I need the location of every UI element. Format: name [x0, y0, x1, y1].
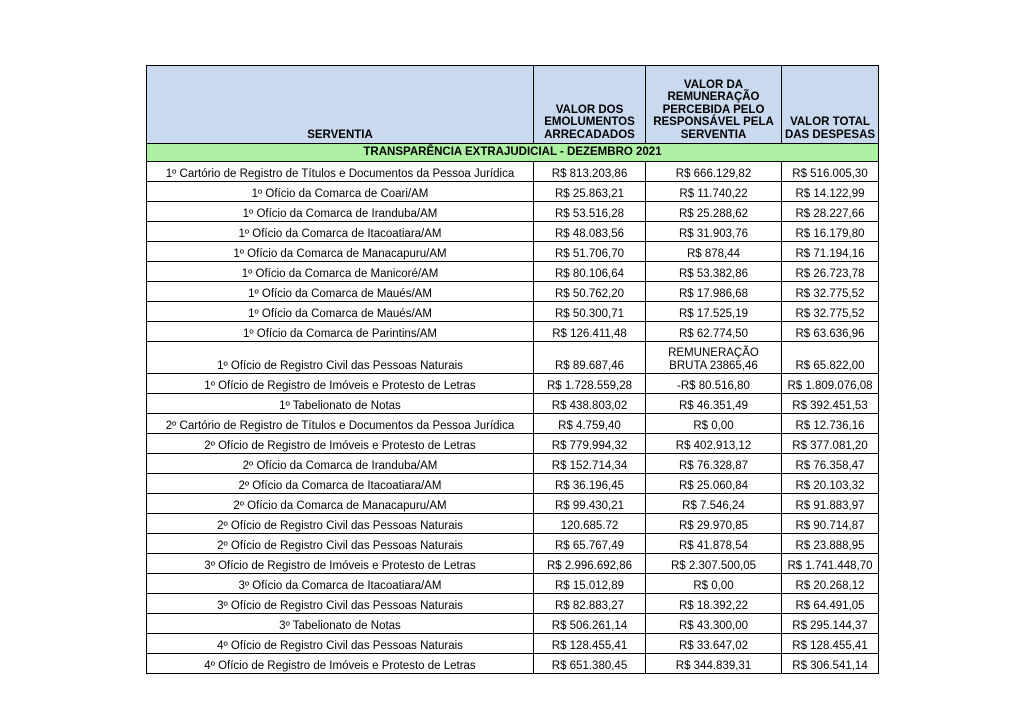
transparency-table — [146, 65, 879, 674]
cell-remuneracao: R$ 402.913,12 — [646, 434, 782, 454]
cell-despesas: R$ 76.358,47 — [782, 454, 879, 474]
header-despesas: VALOR TOTAL DAS DESPESAS — [782, 66, 879, 144]
table-row — [147, 322, 879, 342]
table-row — [147, 242, 879, 262]
cell-remuneracao: R$ 31.903,76 — [646, 222, 782, 242]
cell-emolumentos: R$ 651.380,45 — [534, 654, 646, 674]
table-row — [147, 654, 879, 674]
table-row — [147, 494, 879, 514]
cell-serventia: 1º Ofício da Comarca de Parintins/AM — [147, 322, 534, 342]
cell-emolumentos: R$ 65.767,49 — [534, 534, 646, 554]
cell-emolumentos: R$ 126.411,48 — [534, 322, 646, 342]
cell-serventia: 1º Cartório de Registro de Títulos e Documentos da Pessoa Jurídica — [147, 162, 534, 182]
table-row — [147, 634, 879, 654]
cell-remuneracao: R$ 0,00 — [646, 574, 782, 594]
cell-despesas: R$ 516.005,30 — [782, 162, 879, 182]
cell-serventia: 2º Ofício de Registro Civil das Pessoas Naturais — [147, 534, 534, 554]
cell-serventia: 2º Ofício da Comarca de Manacapuru/AM — [147, 494, 534, 514]
table-row — [147, 574, 879, 594]
cell-remuneracao: R$ 43.300,00 — [646, 614, 782, 634]
cell-emolumentos: R$ 152.714,34 — [534, 454, 646, 474]
cell-despesas: R$ 1.741.448,70 — [782, 554, 879, 574]
table-row — [147, 534, 879, 554]
cell-despesas: R$ 12.736,16 — [782, 414, 879, 434]
cell-emolumentos: R$ 1.728.559,28 — [534, 374, 646, 394]
cell-emolumentos: R$ 50.762,20 — [534, 282, 646, 302]
header-emolumentos: VALOR DOS EMOLUMENTOS ARRECADADOS — [534, 66, 646, 144]
cell-serventia: 1º Ofício da Comarca de Itacoatiara/AM — [147, 222, 534, 242]
header-serventia: SERVENTIA — [147, 66, 534, 144]
cell-emolumentos: R$ 25.863,21 — [534, 182, 646, 202]
cell-serventia: 4º Ofício de Registro Civil das Pessoas Naturais — [147, 634, 534, 654]
table-row — [147, 514, 879, 534]
cell-emolumentos: R$ 506.261,14 — [534, 614, 646, 634]
cell-despesas: R$ 32.775,52 — [782, 282, 879, 302]
cell-despesas: R$ 1.809.076,08 — [782, 374, 879, 394]
cell-remuneracao: R$ 7.546,24 — [646, 494, 782, 514]
cell-serventia: 1º Ofício da Comarca de Maués/AM — [147, 282, 534, 302]
table-row — [147, 614, 879, 634]
cell-emolumentos: R$ 80.106,64 — [534, 262, 646, 282]
table-row — [147, 282, 879, 302]
cell-remuneracao: R$ 33.647,02 — [646, 634, 782, 654]
table-row — [147, 394, 879, 414]
cell-remuneracao: R$ 11.740,22 — [646, 182, 782, 202]
cell-despesas: R$ 377.081,20 — [782, 434, 879, 454]
cell-remuneracao: REMUNERAÇÃO BRUTA 23865,46 — [646, 342, 782, 374]
cell-remuneracao: R$ 53.382,86 — [646, 262, 782, 282]
cell-despesas: R$ 91.883,97 — [782, 494, 879, 514]
cell-emolumentos: R$ 89.687,46 — [534, 342, 646, 374]
cell-emolumentos: 120.685.72 — [534, 514, 646, 534]
cell-emolumentos: R$ 779.994,32 — [534, 434, 646, 454]
cell-remuneracao: R$ 62.774,50 — [646, 322, 782, 342]
banner-title: TRANSPARÊNCIA EXTRAJUDICIAL - DEZEMBRO 2021 — [147, 144, 879, 162]
cell-remuneracao: R$ 878,44 — [646, 242, 782, 262]
cell-emolumentos: R$ 99.430,21 — [534, 494, 646, 514]
cell-despesas: R$ 63.636,96 — [782, 322, 879, 342]
cell-despesas: R$ 306.541,14 — [782, 654, 879, 674]
table-row — [147, 454, 879, 474]
cell-remuneracao: R$ 666.129,82 — [646, 162, 782, 182]
cell-despesas: R$ 128.455,41 — [782, 634, 879, 654]
table-row — [147, 594, 879, 614]
cell-serventia: 3º Ofício de Registro de Imóveis e Protesto de Letras — [147, 554, 534, 574]
cell-emolumentos: R$ 50.300,71 — [534, 302, 646, 322]
cell-emolumentos: R$ 438.803,02 — [534, 394, 646, 414]
table-row — [147, 182, 879, 202]
cell-emolumentos: R$ 51.706,70 — [534, 242, 646, 262]
cell-remuneracao: R$ 18.392,22 — [646, 594, 782, 614]
cell-serventia: 3º Tabelionato de Notas — [147, 614, 534, 634]
cell-despesas: R$ 20.103,32 — [782, 474, 879, 494]
cell-emolumentos: R$ 2.996.692,86 — [534, 554, 646, 574]
cell-remuneracao: R$ 76.328,87 — [646, 454, 782, 474]
header-remuneracao: VALOR DA REMUNERAÇÃO PERCEBIDA PELO RESPONSÁVEL PELA SERVENTIA — [646, 66, 782, 144]
table-row — [147, 302, 879, 322]
cell-remuneracao: R$ 41.878,54 — [646, 534, 782, 554]
table-row — [147, 162, 879, 182]
cell-serventia: 2º Ofício de Registro de Imóveis e Protesto de Letras — [147, 434, 534, 454]
cell-serventia: 3º Ofício de Registro Civil das Pessoas Naturais — [147, 594, 534, 614]
table-row — [147, 414, 879, 434]
cell-serventia: 2º Ofício da Comarca de Itacoatiara/AM — [147, 474, 534, 494]
cell-serventia: 1º Ofício de Registro Civil das Pessoas Naturais — [147, 342, 534, 374]
cell-serventia: 1º Tabelionato de Notas — [147, 394, 534, 414]
cell-emolumentos: R$ 128.455,41 — [534, 634, 646, 654]
cell-emolumentos: R$ 82.883,27 — [534, 594, 646, 614]
cell-despesas: R$ 23.888,95 — [782, 534, 879, 554]
cell-despesas: R$ 71.194,16 — [782, 242, 879, 262]
cell-remuneracao: R$ 17.986,68 — [646, 282, 782, 302]
banner-row — [147, 144, 879, 162]
cell-emolumentos: R$ 36.196,45 — [534, 474, 646, 494]
cell-serventia: 2º Cartório de Registro de Títulos e Documentos da Pessoa Jurídica — [147, 414, 534, 434]
cell-serventia: 1º Ofício da Comarca de Iranduba/AM — [147, 202, 534, 222]
cell-despesas: R$ 392.451,53 — [782, 394, 879, 414]
cell-remuneracao: R$ 46.351,49 — [646, 394, 782, 414]
table-body — [147, 162, 879, 674]
table-row — [147, 554, 879, 574]
cell-serventia: 4º Ofício de Registro de Imóveis e Protesto de Letras — [147, 654, 534, 674]
table-row — [147, 202, 879, 222]
cell-remuneracao: R$ 25.060,84 — [646, 474, 782, 494]
table-row — [147, 474, 879, 494]
table-header-row — [147, 66, 879, 144]
cell-despesas: R$ 26.723,78 — [782, 262, 879, 282]
cell-remuneracao: R$ 29.970,85 — [646, 514, 782, 534]
cell-despesas: R$ 90.714,87 — [782, 514, 879, 534]
cell-remuneracao: -R$ 80.516,80 — [646, 374, 782, 394]
cell-despesas: R$ 20.268,12 — [782, 574, 879, 594]
table-row — [147, 434, 879, 454]
cell-despesas: R$ 14.122,99 — [782, 182, 879, 202]
cell-serventia: 3º Ofício da Comarca de Itacoatiara/AM — [147, 574, 534, 594]
table-row — [147, 342, 879, 374]
cell-serventia: 1º Ofício de Registro de Imóveis e Protesto de Letras — [147, 374, 534, 394]
table-row — [147, 374, 879, 394]
cell-remuneracao: R$ 344.839,31 — [646, 654, 782, 674]
cell-serventia: 1º Ofício da Comarca de Manicoré/AM — [147, 262, 534, 282]
cell-remuneracao: R$ 0,00 — [646, 414, 782, 434]
cell-despesas: R$ 16.179,80 — [782, 222, 879, 242]
cell-emolumentos: R$ 53.516,28 — [534, 202, 646, 222]
cell-despesas: R$ 32.775,52 — [782, 302, 879, 322]
cell-serventia: 1º Ofício da Comarca de Manacapuru/AM — [147, 242, 534, 262]
cell-despesas: R$ 295.144,37 — [782, 614, 879, 634]
cell-serventia: 1º Ofício da Comarca de Maués/AM — [147, 302, 534, 322]
cell-emolumentos: R$ 813.203,86 — [534, 162, 646, 182]
cell-emolumentos: R$ 4.759,40 — [534, 414, 646, 434]
cell-despesas: R$ 65.822,00 — [782, 342, 879, 374]
cell-despesas: R$ 28.227,66 — [782, 202, 879, 222]
cell-despesas: R$ 64.491,05 — [782, 594, 879, 614]
cell-remuneracao: R$ 2.307.500,05 — [646, 554, 782, 574]
cell-serventia: 2º Ofício da Comarca de Iranduba/AM — [147, 454, 534, 474]
cell-serventia: 1º Ofício da Comarca de Coari/AM — [147, 182, 534, 202]
cell-emolumentos: R$ 48.083,56 — [534, 222, 646, 242]
cell-remuneracao: R$ 25.288,62 — [646, 202, 782, 222]
cell-emolumentos: R$ 15.012,89 — [534, 574, 646, 594]
table-row — [147, 222, 879, 242]
cell-remuneracao: R$ 17.525,19 — [646, 302, 782, 322]
table-row — [147, 262, 879, 282]
cell-serventia: 2º Ofício de Registro Civil das Pessoas Naturais — [147, 514, 534, 534]
